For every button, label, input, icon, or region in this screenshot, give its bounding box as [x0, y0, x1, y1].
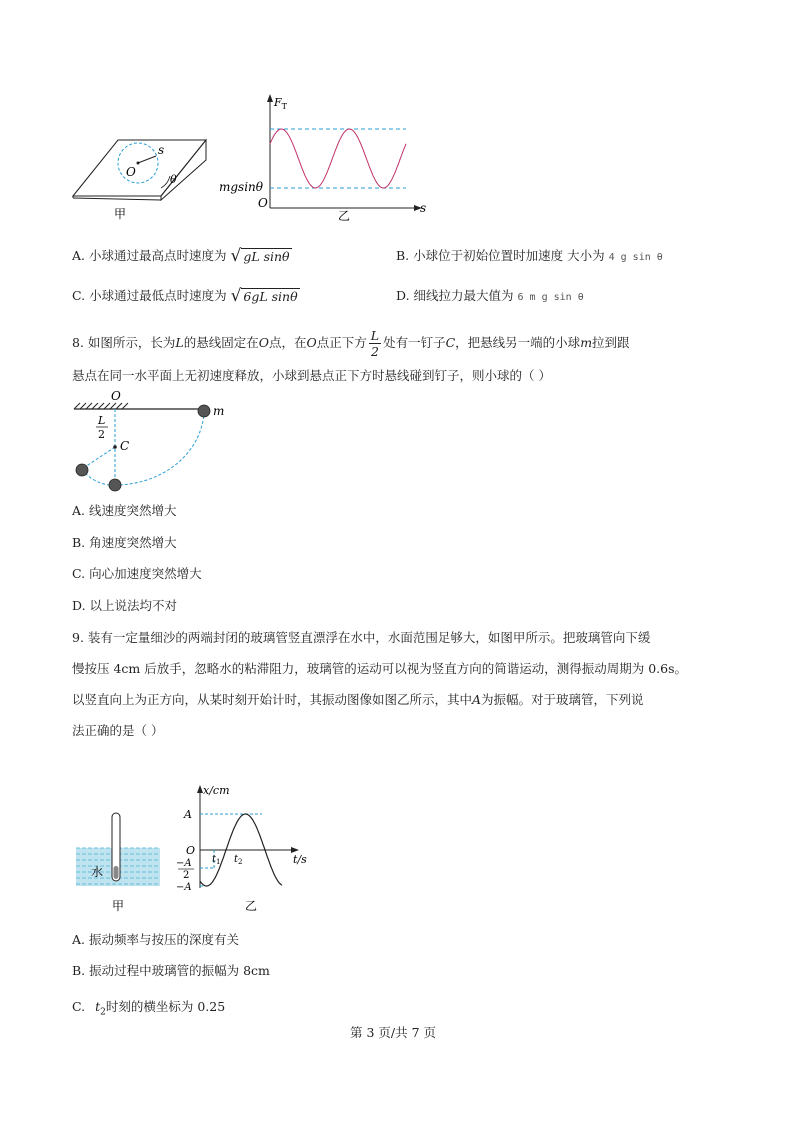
- q7-s-axis-label: s: [420, 201, 427, 215]
- q9-A-label: A: [184, 808, 192, 821]
- fraction-L-over-2: $\frac{L}{2}$: [370, 328, 380, 359]
- page-footer: 第 3 页/共 7 页: [350, 1025, 437, 1040]
- q9-negA-half-label: −A: [176, 858, 192, 869]
- q7-O-label: O: [126, 165, 136, 179]
- q7-FT-label: $F_T$: [274, 96, 287, 111]
- q9-water-label: 水: [91, 865, 104, 879]
- q8-option-d[interactable]: D. 以上说法均不对: [72, 598, 178, 613]
- q8-option-a[interactable]: A. 线速度突然增大: [72, 503, 177, 518]
- q8-stem-line2: 悬点在同一水平面上无初速度释放，小球到悬点正下方时悬线碰到钉子，则小球的（ ）: [72, 368, 551, 383]
- q8-C-label: C: [120, 439, 130, 453]
- q8-O-label: O: [111, 389, 121, 403]
- q9-figure-jia: [72, 810, 167, 915]
- q9-negA-label: −A: [176, 882, 192, 893]
- q9-option-c[interactable]: C. $t_2$时刻的横坐标为 0.25: [72, 999, 226, 1018]
- q7-figure-jia: [66, 118, 216, 228]
- q7-origin-label: O: [258, 196, 268, 210]
- q9-t1-label: $t_1$: [212, 854, 221, 866]
- q7-yi-caption: 乙: [338, 209, 351, 222]
- q9-option-a[interactable]: A. 振动频率与按压的深度有关: [72, 932, 239, 947]
- q9-stem-line3: 以竖直向上为正方向，从某时刻开始计时，其振动图像如图乙所示，其中A为振幅。对于玻璃管，下列说: [72, 692, 644, 707]
- q7-figure-yi: [218, 90, 433, 222]
- q7-option-c[interactable]: C. 小球通过最低点时速度为 √ 6gL sinθ: [72, 286, 298, 306]
- q9-xcm-label: x/cm: [203, 784, 230, 797]
- q9-stem-line4: 法正确的是（ ）: [72, 723, 164, 738]
- q8-option-c[interactable]: C. 向心加速度突然增大: [72, 566, 202, 581]
- q9-jia-caption: 甲: [112, 899, 125, 913]
- q9-O-label: O: [186, 844, 196, 857]
- q9-stem-line1: 9. 装有一定量细沙的两端封闭的玻璃管竖直漂浮在水中，水面范围足够大，如图甲所示。把玻璃管向下缓: [72, 630, 651, 645]
- q9-t2-label: $t_2$: [234, 854, 243, 866]
- q7-option-d[interactable]: D. 细线拉力最大值为 6 m g sin θ: [396, 288, 584, 303]
- q9-yi-caption: 乙: [245, 899, 258, 913]
- sqrt-expression: √ 6gL sinθ: [230, 286, 298, 306]
- sqrt-expression: √ gL sinθ: [230, 246, 290, 266]
- q7-theta-label: θ: [170, 173, 177, 186]
- q8-2-label: 2: [98, 428, 105, 441]
- q9-ts-label: t/s: [293, 853, 307, 866]
- tension-curve: [270, 129, 406, 188]
- q9-option-b[interactable]: B. 振动过程中玻璃管的振幅为 8cm: [72, 963, 270, 978]
- q8-m-label: m: [213, 404, 225, 418]
- q8-stem-line1: 8. 如图所示，长为L的悬线固定在O点，在O点正下方 $\frac{L}{2}$ 处有一钉子C，把悬线另一端的小球m拉到跟: [72, 328, 630, 359]
- q7-option-a[interactable]: A. 小球通过最高点时速度为 √ gL sinθ: [72, 246, 290, 266]
- q9-figure-yi: [170, 780, 320, 915]
- q7-jia-caption: 甲: [114, 207, 127, 221]
- q9-2-label: 2: [183, 870, 190, 881]
- t2-symbol: $t_2$: [95, 999, 106, 1018]
- q8-L-label: L: [98, 414, 106, 427]
- q8-figure: [68, 388, 238, 496]
- q9-stem-line2: 慢按压 4cm 后放手，忽略水的粘滞阻力，玻璃管的运动可以视为竖直方向的简谐运动，测得振动周期为 0.6s。: [72, 661, 688, 676]
- q7-mgsin-label: mgsinθ: [219, 180, 264, 194]
- q7-option-b[interactable]: B. 小球位于初始位置时加速度 大小为 4 g sin θ: [396, 248, 663, 263]
- q7-s-label: s: [158, 143, 165, 157]
- q8-option-b[interactable]: B. 角速度突然增大: [72, 535, 177, 550]
